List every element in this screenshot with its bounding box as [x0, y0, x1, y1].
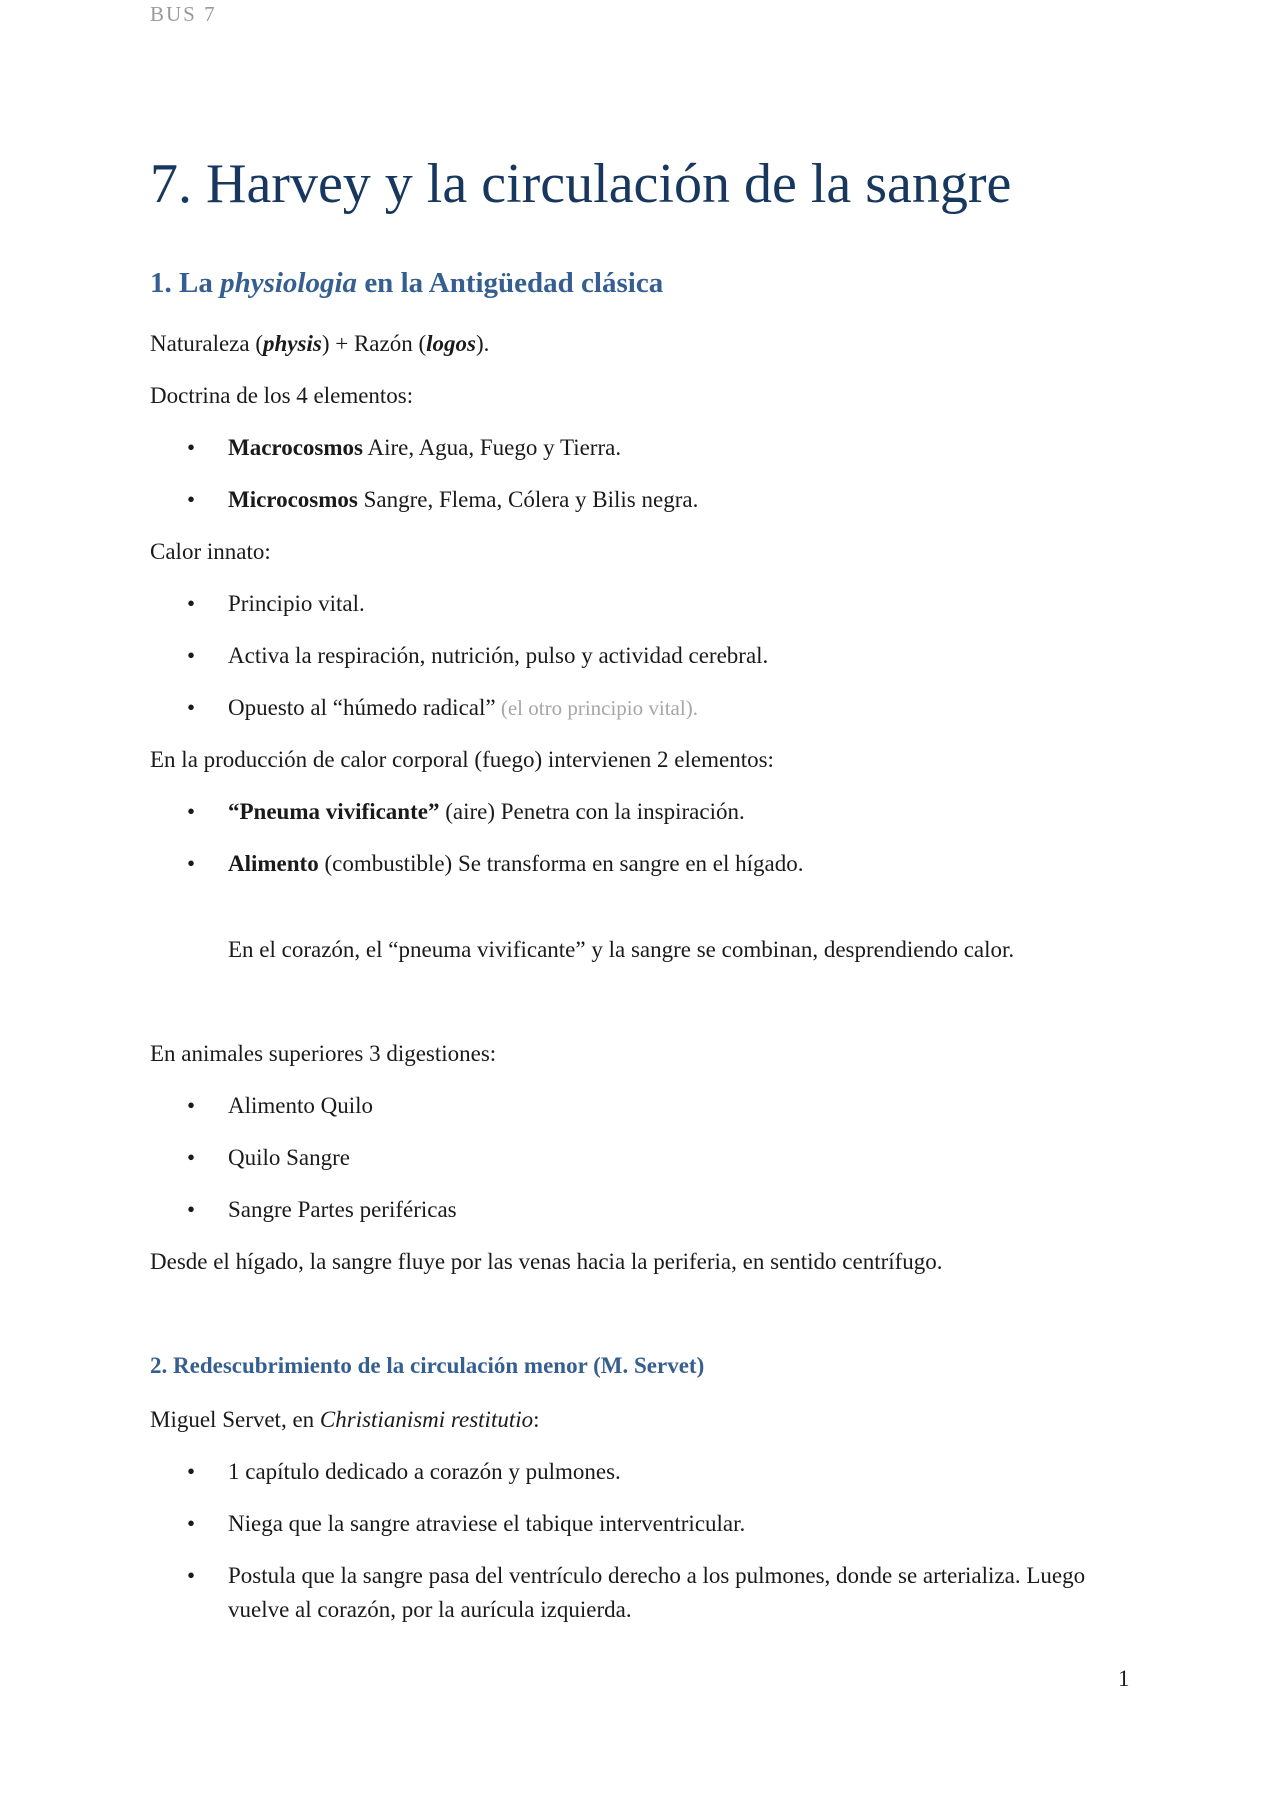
list-item — [150, 1193, 1130, 1227]
document-title: 7. Harvey y la circulación de la sangre — [150, 153, 1012, 215]
bullet-icon: • — [187, 1093, 196, 1118]
list-item-bold: Macrocosmos — [228, 435, 363, 460]
paragraph-higado: Desde el hígado, la sangre fluye por las venas hacia la periferia, en sentido centrífugo. — [150, 1249, 943, 1274]
list-item — [150, 795, 1130, 829]
list-item-text: 1 capítulo dedicado a corazón y pulmones. — [228, 1459, 621, 1484]
page-header: BUS 7 — [150, 2, 217, 26]
section-1-heading-em: physiologia — [220, 267, 358, 299]
list-item-text: Aire, Agua, Fuego y Tierra. — [362, 435, 622, 460]
list-item-text: Activa la respiración, nutrición, pulso y actividad cerebral. — [228, 643, 769, 668]
text: Miguel Servet, en — [150, 1407, 320, 1432]
list-item-text: (combustible) Se transforma en sangre en el hígado. — [318, 851, 804, 876]
bullet-icon: • — [187, 591, 196, 616]
bullet-icon: • — [187, 1511, 196, 1536]
elements-list — [150, 431, 1130, 517]
list-item-text: (aire) Penetra con la inspiración. — [439, 799, 745, 824]
section-1-heading — [150, 263, 1130, 303]
list-item-text: Quilo Sangre — [228, 1145, 351, 1170]
list-item — [150, 1559, 1130, 1627]
bullet-icon: • — [187, 1563, 196, 1588]
paragraph-calor: Calor innato: — [150, 539, 271, 564]
page-number: 1 — [1118, 1666, 1130, 1691]
bullet-icon: • — [187, 695, 196, 720]
bullet-icon: • — [187, 643, 196, 668]
text: : — [533, 1407, 540, 1432]
term-logos: logos — [426, 331, 476, 356]
text: Naturaleza ( — [150, 331, 264, 356]
bullet-icon: • — [187, 851, 196, 876]
section-1-heading-num: 1. La — [150, 267, 221, 299]
list-item-note: (el otro principio vital). — [495, 696, 698, 720]
section-2-heading: 2. Redescubrimiento de la circulación menor (M. Servet) — [150, 1353, 705, 1378]
list-item — [150, 1507, 1130, 1541]
digestiones-list — [150, 1089, 1130, 1227]
list-item — [150, 691, 1130, 725]
bullet-icon: • — [187, 1145, 196, 1170]
list-item — [150, 639, 1130, 673]
list-item-bold: Alimento — [228, 851, 319, 876]
list-item — [150, 587, 1130, 621]
list-item-text: Alimento Quilo — [228, 1093, 374, 1118]
list-item — [150, 847, 1130, 881]
produccion-list — [150, 795, 1130, 881]
paragraph-produccion: En la producción de calor corporal (fuego) intervienen 2 elementos: — [150, 747, 774, 772]
list-item-text: Niega que la sangre atraviese el tabique interventricular. — [228, 1511, 746, 1536]
term-physis: physis — [263, 331, 322, 356]
list-item — [150, 1455, 1130, 1489]
bullet-icon: • — [187, 1197, 196, 1222]
list-item-text: Postula que la sangre pasa del ventrículo derecho a los pulmones, donde se arterializa. Luego vuelve al corazón, por la aurícula izquierda. — [228, 1563, 1086, 1622]
list-item-text: Principio vital. — [228, 591, 365, 616]
list-item-bold: “Pneuma vivificante” — [228, 799, 440, 824]
list-item — [150, 431, 1130, 465]
paragraph-corazon: En el corazón, el “pneuma vivificante” y la sangre se combinan, desprendiendo calor. — [228, 937, 1015, 962]
book-title: Christianismi restitutio — [319, 1407, 534, 1432]
bullet-icon: • — [187, 435, 196, 460]
paragraph-servet — [150, 1403, 1130, 1437]
text: ). — [475, 331, 490, 356]
list-item-text: Sangre Partes periféricas — [228, 1197, 457, 1222]
list-item — [150, 1141, 1130, 1175]
list-item — [150, 483, 1130, 517]
section-1-heading-rest: en la Antigüedad clásica — [357, 267, 664, 299]
document-body — [150, 145, 1130, 1645]
list-item-bold: Microcosmos — [228, 487, 358, 512]
paragraph-naturaleza — [150, 327, 1130, 361]
bullet-icon: • — [187, 487, 196, 512]
servet-list — [150, 1455, 1130, 1627]
list-item-text: Sangre, Flema, Cólera y Bilis negra. — [357, 487, 699, 512]
paragraph-doctrina: Doctrina de los 4 elementos: — [150, 383, 414, 408]
calor-list — [150, 587, 1130, 725]
list-item — [150, 1089, 1130, 1123]
bullet-icon: • — [187, 1459, 196, 1484]
text: ) + Razón ( — [321, 331, 427, 356]
list-item-text: Opuesto al “húmedo radical” — [228, 695, 496, 720]
bullet-icon: • — [187, 799, 196, 824]
paragraph-digestiones: En animales superiores 3 digestiones: — [150, 1041, 497, 1066]
